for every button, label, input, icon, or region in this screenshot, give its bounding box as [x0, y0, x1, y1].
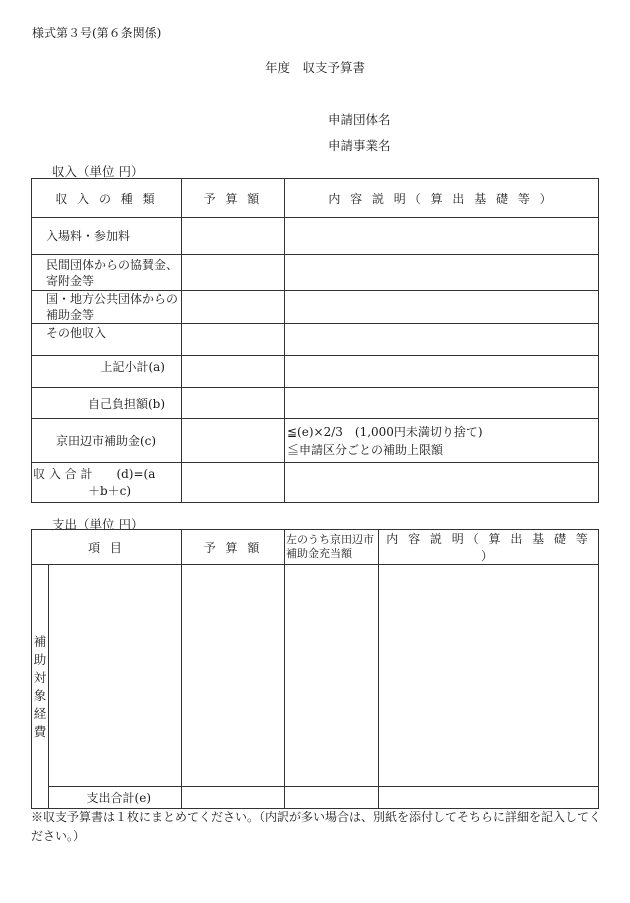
table-row	[32, 291, 599, 324]
col-budget: 予 算 額	[182, 179, 285, 218]
category-label	[32, 565, 49, 809]
expense-header-row	[32, 530, 599, 565]
budget-cell[interactable]	[182, 324, 285, 356]
table-row	[32, 463, 599, 503]
category-char: 象	[33, 687, 47, 703]
income-total-label	[32, 463, 182, 503]
category-char: 対	[33, 669, 47, 685]
table-row	[32, 218, 599, 255]
income-header-row	[32, 179, 599, 218]
row-label: 国・地方公共団体からの補助金等	[32, 291, 182, 324]
row-label: その他収入	[32, 324, 182, 356]
col-subsidy-allocation: 左のうち京田辺市補助金充当額	[285, 530, 379, 565]
subsidy-rule-2: ≦申請区分ごとの補助上限額	[287, 442, 444, 457]
subsidy-rule-1: ≦(e)×2/3 (1,000円未満切り捨て)	[287, 424, 483, 439]
project-name-label: 申請事業名	[328, 138, 391, 153]
description-cell[interactable]	[285, 463, 599, 503]
description-cell[interactable]	[285, 255, 599, 291]
expense-total-row	[32, 787, 599, 809]
subtotal-label: 上記小計(a)	[32, 356, 182, 388]
page-title: 年度 収支予算書	[264, 60, 365, 75]
budget-cell[interactable]	[182, 388, 285, 419]
income-table	[31, 178, 599, 503]
table-row	[32, 255, 599, 291]
footer-note: ※収支予算書は１枚にまとめてください。（内訳が多い場合は、別紙を添付してそちらに詳細を記入してください。）	[31, 810, 602, 843]
description-cell[interactable]	[285, 356, 599, 388]
budget-cell[interactable]	[182, 419, 285, 463]
table-row	[32, 388, 599, 419]
city-subsidy-label: 京田辺市補助金(c)	[32, 419, 182, 463]
description-cell[interactable]	[285, 388, 599, 419]
budget-cell[interactable]	[182, 565, 285, 787]
col-description: 内 容 説 明（ 算 出 基 礎 等 ）	[379, 530, 599, 565]
budget-cell[interactable]	[182, 218, 285, 255]
category-char: 経	[33, 705, 47, 721]
category-char: 費	[33, 723, 47, 739]
expense-section-label: 支出（単位 円）	[52, 517, 144, 532]
subsidy-allocation-cell[interactable]	[285, 565, 379, 787]
self-payment-label: 自己負担額(b)	[32, 388, 182, 419]
row-label: 民間団体からの協賛金、寄附金等	[32, 255, 182, 291]
budget-cell[interactable]	[182, 291, 285, 324]
description-cell[interactable]	[379, 787, 599, 809]
item-cell[interactable]	[49, 565, 182, 787]
expense-total-label: 支出合計(e)	[49, 787, 182, 809]
table-row	[32, 324, 599, 356]
table-row	[32, 356, 599, 388]
col-income-type: 収 入 の 種 類	[32, 179, 182, 218]
category-char: 補	[33, 633, 47, 649]
subsidy-allocation-cell[interactable]	[285, 787, 379, 809]
budget-cell[interactable]	[182, 463, 285, 503]
description-cell[interactable]	[285, 291, 599, 324]
row-label: 入場料・参加料	[32, 218, 182, 255]
category-char: 助	[33, 651, 47, 667]
applicant-org-label: 申請団体名	[328, 112, 391, 127]
description-cell[interactable]	[285, 218, 599, 255]
income-total-label-line-1: 収 入 合 計 (d)=(a	[33, 466, 156, 481]
col-description: 内 容 説 明（ 算 出 基 礎 等 ）	[285, 179, 599, 218]
description-cell[interactable]	[285, 324, 599, 356]
budget-cell[interactable]	[182, 255, 285, 291]
col-item: 項 目	[32, 530, 182, 565]
income-total-label-line-2: ＋b＋c)	[88, 483, 132, 498]
table-row	[32, 419, 599, 463]
expense-table	[31, 529, 599, 809]
budget-cell[interactable]	[182, 787, 285, 809]
col-budget: 予 算 額	[182, 530, 285, 565]
description-cell[interactable]	[379, 565, 599, 787]
form-id: 様式第３号(第６条関係)	[32, 26, 162, 40]
table-row	[32, 565, 599, 787]
income-section-label: 収入（単位 円）	[52, 164, 144, 179]
description-cell[interactable]	[285, 419, 599, 463]
budget-cell[interactable]	[182, 356, 285, 388]
